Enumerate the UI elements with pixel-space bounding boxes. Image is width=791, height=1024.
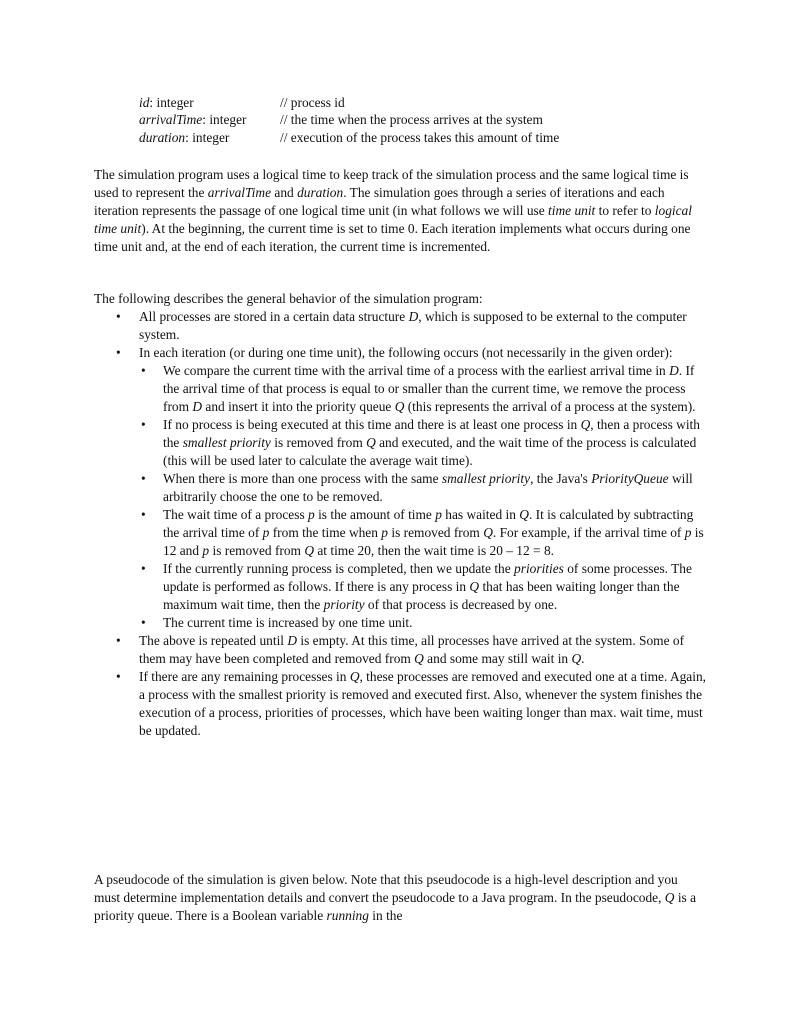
field-comment: // execution of the process takes this amount of time [280, 129, 560, 145]
paragraph-pseudocode-intro: A pseudocode of the simulation is given below. Note that this pseudocode is a high-level description and you must determine implementation details and convert the pseudocode to a Java program. In the pseudocode, Q is a priority queue. There is a Boolean variable running in the [94, 872, 697, 923]
field-name: id [139, 95, 150, 110]
field-name: arrivalTime [139, 112, 203, 128]
field-type: : integer [185, 129, 230, 145]
bullet-list [94, 308, 706, 740]
sub-list-item: • We compare the current time with the arrival time of a process with the earliest arrival time in D. If the arrival time of that process is equal to or smaller than the current time, we remove the process from D and insert it into the priority queue Q (this represents the arrival of a process at the system). [139, 362, 706, 416]
field-type: : integer [202, 112, 247, 128]
sub-list-item: • When there is more than one process with the same smallest priority, the Java's PriorityQueue will arbitrarily choose the one to be removed. [139, 470, 706, 506]
section-general-behavior [94, 290, 706, 740]
field-row-id [139, 94, 699, 111]
sub-list-item: • The current time is increased by one time unit. [139, 614, 706, 632]
sub-bullet-list [139, 362, 706, 632]
field-type: : integer [149, 95, 194, 110]
paragraph-logical-time: The simulation program uses a logical time to keep track of the simulation process and the same logical time is used to represent the arrivalTime and duration. The simulation goes through a series of iterations and each iteration represents the passage of one logical time unit (in what follows we will use time unit to refer to logical time unit). At the beginning, the current time is set to time 0. Each iteration implements what occurs during one time unit and, at the end of each iteration, the current time is incremented. [94, 167, 692, 254]
field-row-arrivaltime [139, 111, 699, 128]
field-name: duration [139, 129, 186, 145]
field-comment: // the time when the process arrives at the system [280, 112, 543, 128]
list-item: • The above is repeated until D is empty. At this time, all processes have arrived at the system. Some of them may have been completed and removed from Q and some may still wait in Q. [94, 632, 706, 668]
sub-list-item: • The wait time of a process p is the amount of time p has waited in Q. It is calculated by subtracting the arrival time of p from the time when p is removed from Q. For example, if the arrival time of p is 12 and p is removed from Q at time 20, then the wait time is 20 – 12 = 8. [139, 506, 706, 560]
list-item: • In each iteration (or during one time unit), the following occurs (not necessarily in the given order): • We compare the current time with the arrival time of a process with the earliest arrival time in D. If the arrival time of that process is equal to or smaller than the current time, we remove the process from D and insert it into the priority queue Q (this represents the arrival of a process at the system). • If no process is being executed at this time and there is at least one process in Q, then a process with the smallest priority is removed from Q and executed, and the wait time of the process is calculated (this will be used later to calculate the average wait time). • When there is more than one process with the same smallest priority, the Java's PriorityQueue will arbitrarily choose the one to be removed. • The wait time of a process p is the amount of time p has waited in Q. It is calculated by subtracting the arrival time of p from the time when p is removed from Q. For example, if the arrival time of p is 12 and p is removed from Q at time 20, then the wait time is 20 – 12 = 8. • If the currently running process is completed, then we update the priorities of some processes. The update is performed as follows. If there is any process in Q that has been waiting longer than the maximum wait time, then the priority of that process is decreased by one. • The current time is increased by one time unit. [94, 344, 706, 632]
sub-list-item: • If the currently running process is completed, then we update the priorities of some processes. The update is performed as follows. If there is any process in Q that has been waiting longer than the maximum wait time, then the priority of that process is decreased by one. [139, 560, 706, 614]
sub-list-item: • If no process is being executed at this time and there is at least one process in Q, then a process with the smallest priority is removed from Q and executed, and the wait time of the process is calculated (this will be used later to calculate the average wait time). [139, 416, 706, 470]
field-row-duration [139, 129, 699, 146]
list-item: • If there are any remaining processes in Q, these processes are removed and executed one at a time. Again, a process with the smallest priority is removed and executed first. Also, whenever the system finishes the execution of a process, priorities of processes, which have been waiting longer than max. wait time, must be updated. [94, 668, 706, 740]
field-list [139, 94, 699, 146]
section-intro: The following describes the general behavior of the simulation program: [94, 291, 483, 306]
field-comment: // process id [280, 95, 345, 110]
list-item: • All processes are stored in a certain data structure D, which is supposed to be external to the computer system. [94, 308, 706, 344]
